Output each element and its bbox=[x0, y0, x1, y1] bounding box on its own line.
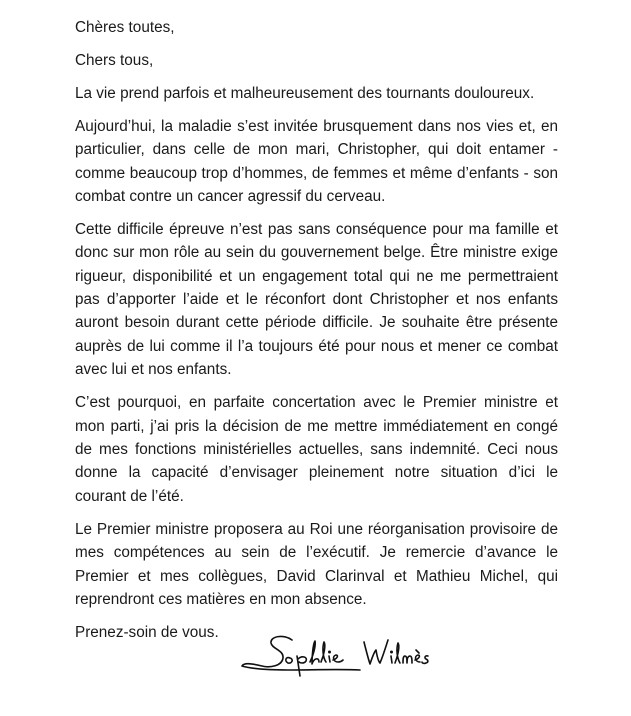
paragraph-intro: La vie prend parfois et malheureusement des tournants douloureux. bbox=[75, 84, 535, 102]
paragraph-reorganisation: Le Premier ministre proposera au Roi une réorganisation provisoire de mes compétences au sein de l’exécutif. Je remercie d’avance le Premier et mes collègues, David Clarinval et Mathieu Michel, qui reprendront ces matières en mon absence. bbox=[75, 520, 558, 608]
handwritten-signature bbox=[240, 628, 470, 686]
paragraph-illness: Aujourd’hui, la maladie s’est invitée brusquement dans nos vies et, en particulier, dans celle de mon mari, Christopher, qui doit entamer - comme beaucoup trop d’hommes, de femmes et même d’enfants - son combat contre un cancer agressif du cerveau. bbox=[75, 117, 558, 205]
letter-body bbox=[75, 16, 558, 654]
greeting-line-2: Chers tous, bbox=[75, 51, 154, 69]
paragraph-consequence: Cette difficile épreuve n’est pas sans conséquence pour ma famille et donc sur mon rôle au sein du gouvernement belge. Être ministre exige rigueur, disponibilité et un engagement total qui ne me permettraient pas d’apporter l’aide et le réconfort dont Christopher et nos enfants auront besoin durant cette période difficile. Je souhaite être présente auprès de lui comme il l’a toujours été pour nous et mener ce combat avec lui et nos enfants. bbox=[75, 220, 558, 379]
paragraph-decision: C’est pourquoi, en parfaite concertation avec le Premier ministre et mon parti, j’ai pris la décision de me mettre immédiatement en congé de mes fonctions ministérielles actuelles, sans indemnité. Ceci nous donne la capacité d’envisager pleinement notre situation d’ici le courant de l’été. bbox=[75, 394, 558, 505]
closing-line: Prenez-soin de vous. bbox=[75, 623, 219, 641]
greeting-line-1: Chères toutes, bbox=[75, 19, 175, 36]
